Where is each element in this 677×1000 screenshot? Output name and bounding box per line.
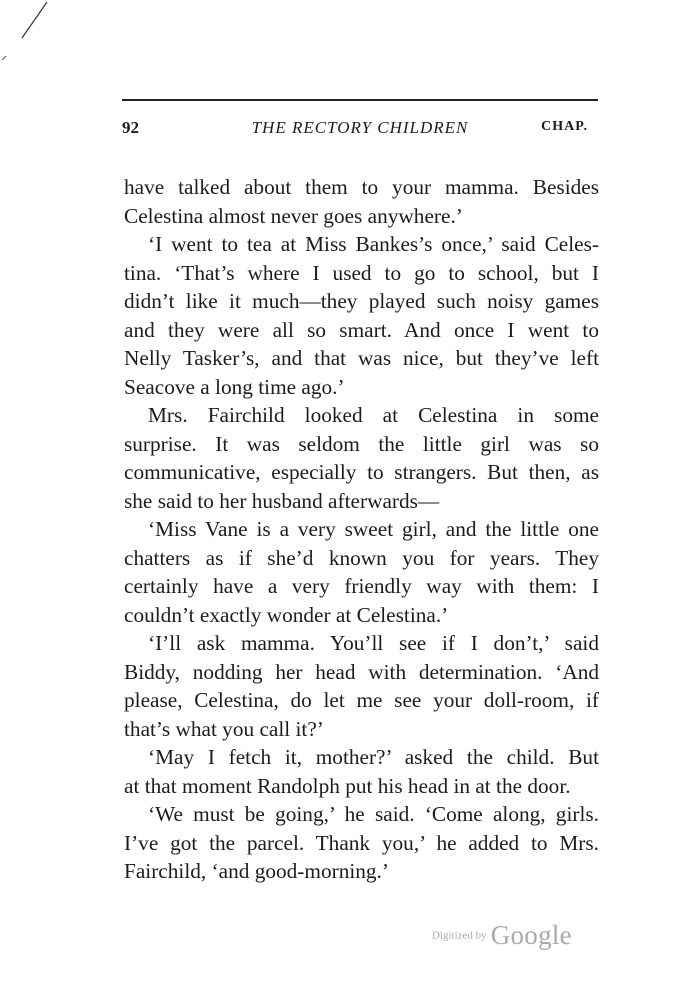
- margin-pen-stroke: [0, 0, 60, 80]
- page-number: 92: [122, 118, 139, 137]
- text-line: please, Celestina, do let me see your doll-room, if: [124, 688, 599, 712]
- text-line: I’ve got the parcel. Thank you,’ he added to Mrs.: [124, 830, 599, 855]
- text-line: couldn’t exactly wonder at Celestina.’: [124, 602, 449, 627]
- text-line: Nelly Tasker’s, and that was nice, but they’ve left: [124, 346, 599, 370]
- text-line: at that moment Randolph put his head in at the door.: [124, 773, 571, 798]
- text-line: Fairchild, ‘and good-morning.’: [124, 859, 389, 883]
- text-line: that’s what you call it?’: [124, 716, 324, 741]
- text-line: Celestina almost never goes anywhere.’: [124, 203, 463, 228]
- watermark-brand: Google: [490, 920, 572, 950]
- digitized-watermark: [432, 920, 572, 951]
- text-line: ‘I went to tea at Miss Bankes’s once,’ said Celes-: [148, 232, 599, 256]
- text-line: ‘Miss Vane is a very sweet girl, and the little one: [148, 517, 599, 541]
- text-line: certainly have a very friendly way with them: I: [124, 574, 599, 598]
- text-line: ‘We must be going,’ he said. ‘Come along, girls.: [148, 802, 599, 826]
- text-line: she said to her husband afterwards—: [124, 488, 440, 513]
- text-line: ‘May I fetch it, mother?’ asked the child. But: [148, 745, 599, 769]
- page-header: [122, 118, 598, 142]
- text-line: and they were all so smart. And once I went to: [124, 317, 599, 342]
- text-line: Seacove a long time ago.’: [124, 374, 345, 399]
- text-line: Biddy, nodding her head with determination. ‘And: [124, 659, 599, 684]
- text-line: ‘I’ll ask mamma. You’ll see if I don’t,’ said: [148, 631, 599, 655]
- text-line: communicative, especially to strangers. But then, as: [124, 460, 599, 484]
- text-line: tina. ‘That’s where I used to go to school, but I: [124, 260, 599, 285]
- running-title: THE RECTORY CHILDREN: [251, 118, 469, 137]
- text-line: have talked about them to your mamma. Besides: [124, 175, 599, 199]
- page-body: [124, 173, 599, 886]
- watermark-prefix: Digitized by: [432, 929, 487, 942]
- text-line: didn’t like it much—they played such noisy games: [124, 289, 599, 313]
- text-line: Mrs. Fairchild looked at Celestina in some: [148, 403, 599, 427]
- chapter-label: CHAP.: [541, 119, 588, 134]
- text-line: chatters as if she’d known you for years. They: [124, 545, 599, 570]
- text-line: surprise. It was seldom the little girl was so: [124, 431, 599, 456]
- header-top-rule: [122, 99, 598, 101]
